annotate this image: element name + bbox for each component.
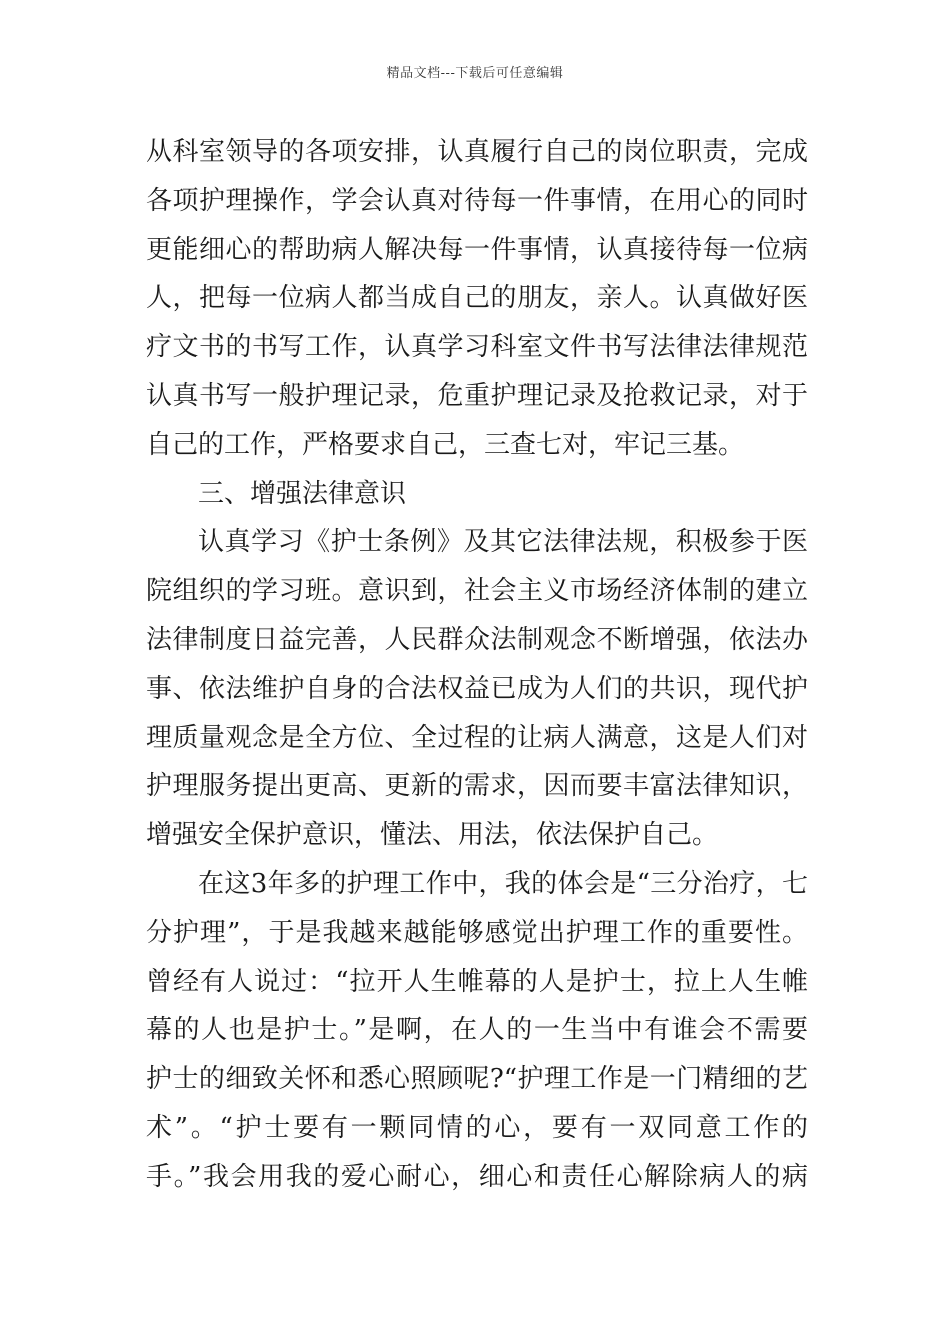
text-line: 术”。“护士要有一颗同情的心，要有一双同意工作的 [146,1112,808,1143]
text-line: 认真学习《护士条例》及其它法律法规，积极参于医 [198,527,808,558]
text-line: 幕的人也是护士。”是啊，在人的一生当中有谁会不需要 [146,1015,808,1046]
text-line: 手。”我会用我的爱心耐心，细心和责任心解除病人的病 [146,1161,808,1192]
text-line: 在这3年多的护理工作中，我的体会是“三分治疗，七 [198,868,808,899]
text-line: 各项护理操作，学会认真对待每一件事情，在用心的同时 [146,185,808,216]
text-line: 护士的细致关怀和悉心照顾呢?“护理工作是一门精细的艺 [146,1064,808,1095]
text-line: 理质量观念是全方位、全过程的让病人满意，这是人们对 [146,722,808,753]
text-line: 院组织的学习班。意识到，社会主义市场经济体制的建立 [146,576,808,607]
text-line: 认真书写一般护理记录，危重护理记录及抢救记录，对于 [146,380,808,411]
text-line: 更能细心的帮助病人解决每一件事情，认真接待每一位病 [146,234,808,265]
text-line: 增强安全保护意识，懂法、用法，依法保护自己。 [146,820,719,851]
text-line: 事、依法维护自身的合法权益已成为人们的共识，现代护 [146,673,808,704]
text-line: 人，把每一位病人都当成自己的朋友，亲人。认真做好医 [146,283,808,314]
text-line: 曾经有人说过：“拉开人生帷幕的人是护士，拉上人生帷 [146,966,808,997]
page-header: 精品文档---下载后可任意编辑 [386,66,564,81]
text-line: 分护理”，于是我越来越能够感觉出护理工作的重要性。 [146,917,808,948]
text-line: 疗文书的书写工作，认真学习科室文件书写法律法律规范 [146,332,808,363]
text-line: 三、增强法律意识 [198,478,407,509]
text-line: 法律制度日益完善，人民群众法制观念不断增强，依法办 [146,624,808,655]
document-body [146,128,808,1202]
text-line: 从科室领导的各项安排，认真履行自己的岗位职责，完成 [146,137,808,167]
text-line: 护理服务提出更高、更新的需求，因而要丰富法律知识， [146,771,808,802]
text-line: 自己的工作，严格要求自己，三查七对，牢记三基。 [146,429,745,460]
